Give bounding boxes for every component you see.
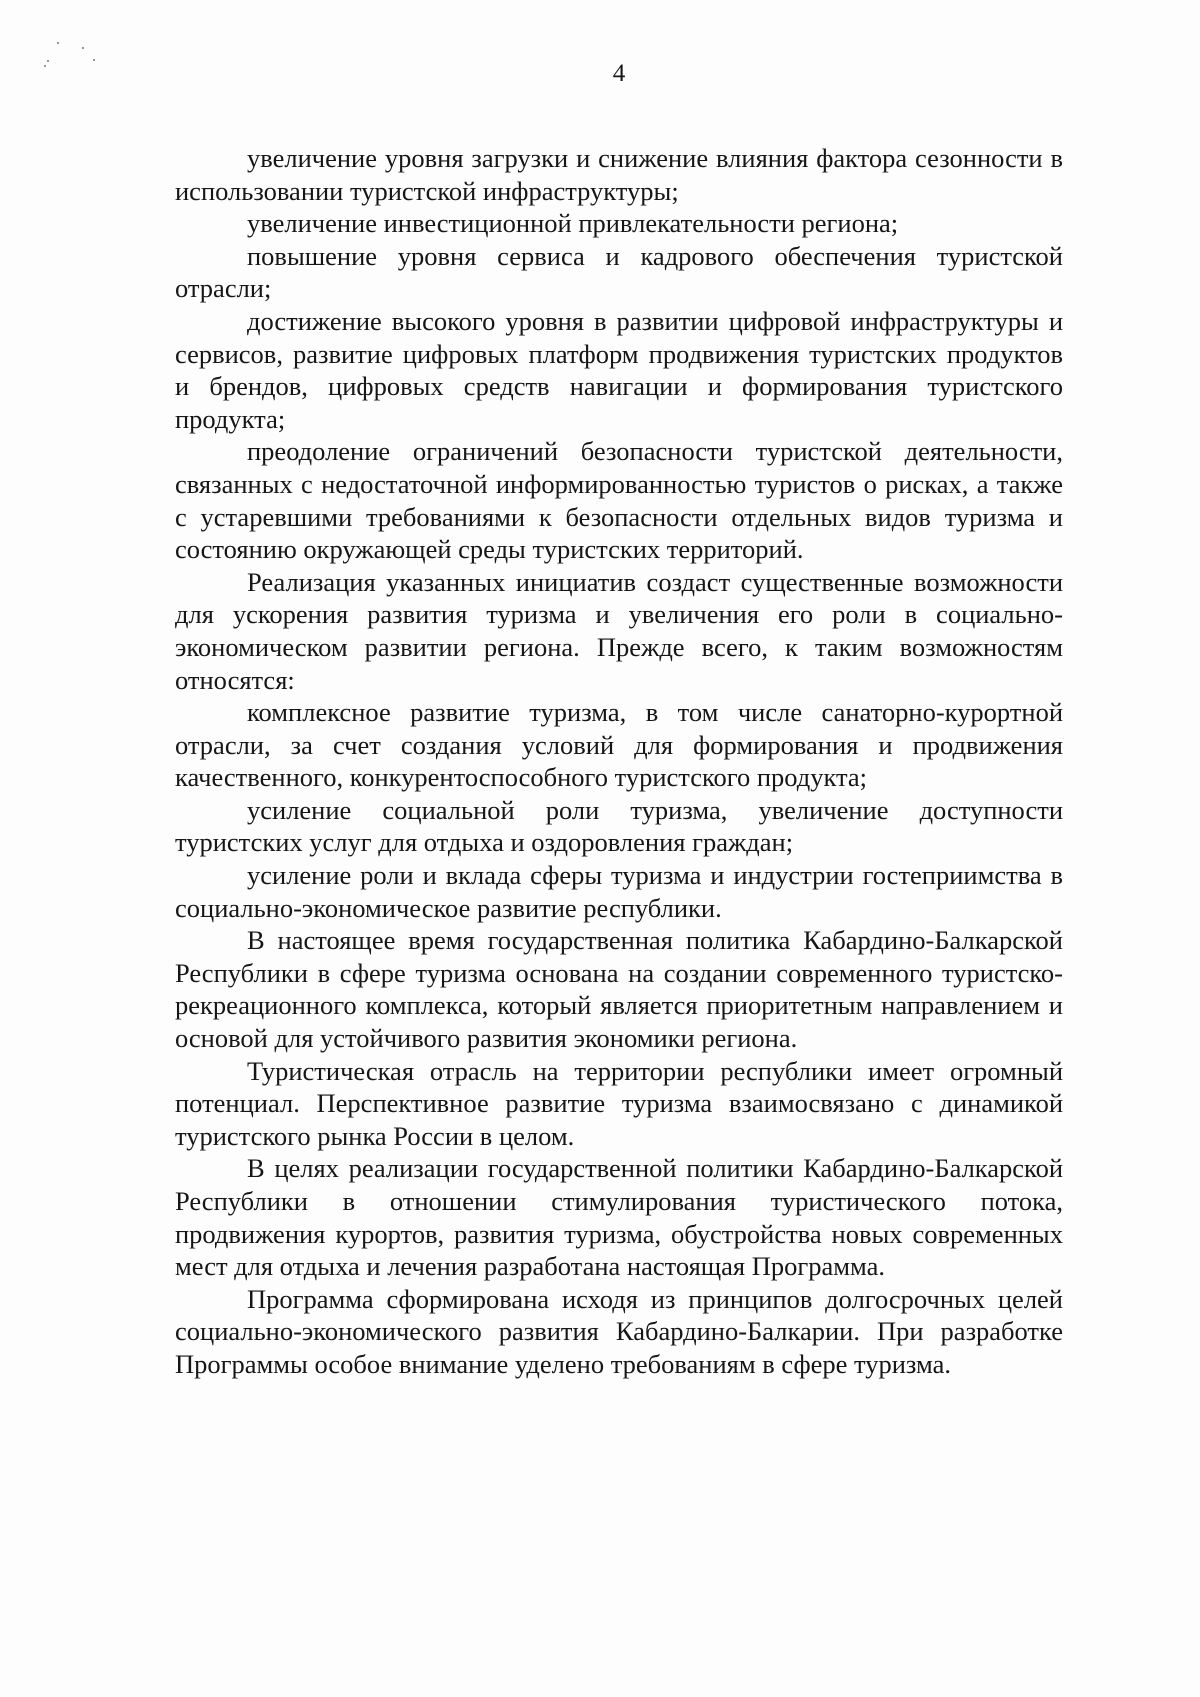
paragraph: усиление социальной роли туризма, увеличение доступности туристских услуг для отдыха и оздоровления граждан; (175, 794, 1063, 858)
document-body (175, 142, 1063, 1381)
paragraph: В целях реализации государственной политики Кабардино-Балкарской Республики в отношении стимулирования туристического потока, продвижения курортов, развития туризма, обустройства новых современных мест для отдыха и лечения разработана настоящая Программа. (175, 1153, 1063, 1282)
paragraph: увеличение инвестиционной привлекательности региона; (247, 208, 899, 239)
paragraph: В настоящее время государственная политика Кабардино-Балкарской Республики в сфере туризма основана на создании современного туристско-рекреационного комплекса, который является приоритетным направлением и основой для устойчивого развития экономики региона. (175, 925, 1063, 1054)
paragraph: Туристическая отрасль на территории республики имеет огромный потенциал. Перспективное развитие туризма взаимосвязано с динамикой туристского рынка России в целом. (175, 1055, 1063, 1151)
paragraph: усиление роли и вклада сферы туризма и индустрии гостеприимства в социально-экономическое развитие республики. (175, 860, 1063, 923)
paragraph: преодоление ограничений безопасности туристской деятельности, связанных с недостаточной информированностью туристов о рисках, а также с устаревшими требованиями к безопасности отдельных видов туризма и состоянию окружающей среды туристских территорий. (175, 436, 1063, 565)
paragraph: Программа сформирована исходя из принципов долгосрочных целей социально-экономического развития Кабардино-Балкарии. При разработке Программы особое внимание уделено требованиям в сфере туризма. (175, 1283, 1063, 1379)
paragraph: достижение высокого уровня в развитии цифровой инфраструктуры и сервисов, развитие цифровых платформ продвижения туристских продуктов и брендов, цифровых средств навигации и формирования туристского продукта; (175, 305, 1063, 434)
paragraph: Реализация указанных инициатив создаст существенные возможности для ускорения развития туризма и увеличения его роли в социально-экономическом развитии региона. Прежде всего, к таким возможностям относятся: (175, 566, 1063, 695)
paragraph: увеличение уровня загрузки и снижение влияния фактора сезонности в использовании туристской инфраструктуры; (175, 143, 1063, 206)
paragraph: комплексное развитие туризма, в том числе санаторно-курортной отрасли, за счет создания условий для формирования и продвижения качественного, конкурентоспособного туристского продукта; (175, 697, 1063, 793)
page-number: 4 (612, 60, 626, 87)
paragraph: повышение уровня сервиса и кадрового обеспечения туристской отрасли; (175, 240, 1063, 304)
